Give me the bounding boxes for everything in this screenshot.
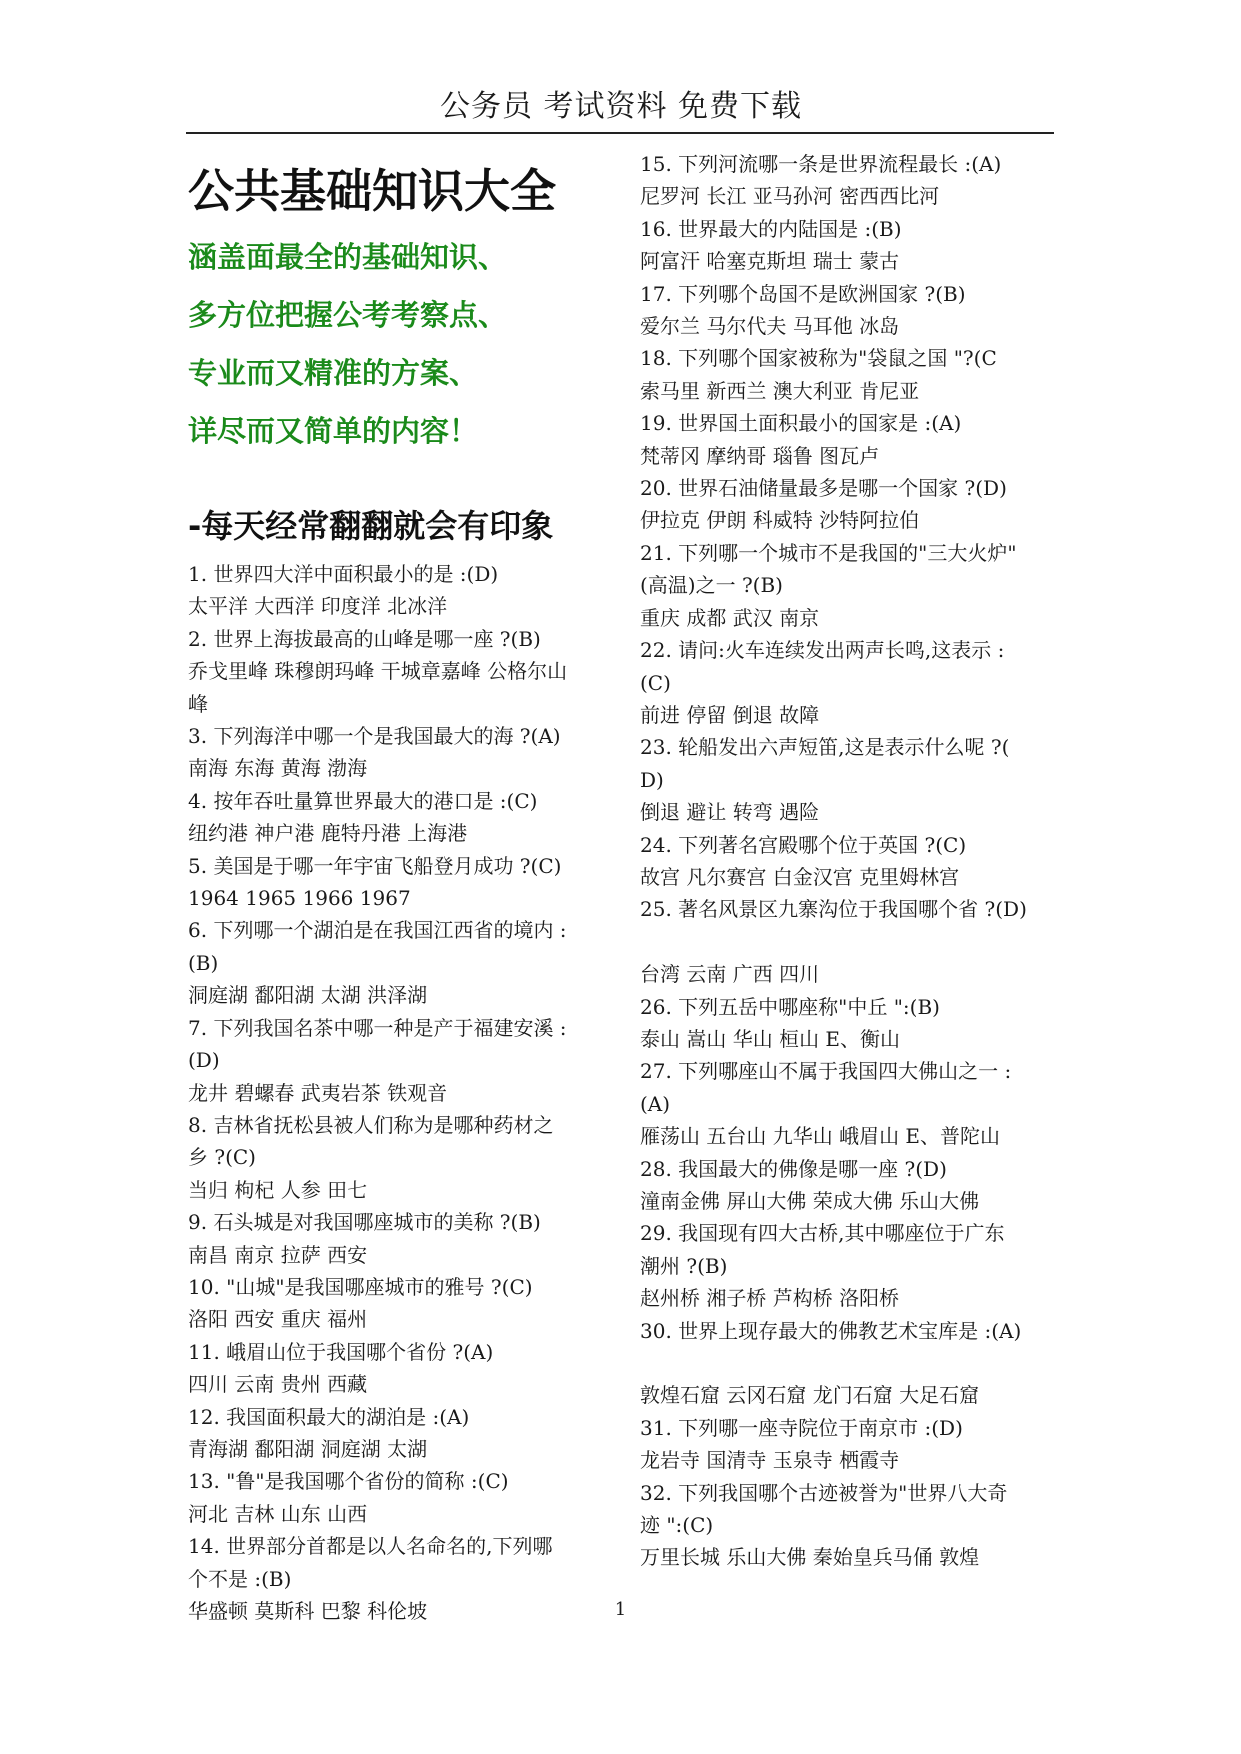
question-item [640,148,1070,213]
question-text: 23. 轮船发出六声短笛,这是表示什么呢 ?( [640,735,1010,760]
question-item [188,720,600,785]
page-number: 1 [614,1599,627,1620]
question-item [640,1217,1070,1314]
question-text: 12. 我国面积最大的湖泊是 :(A) [188,1404,470,1429]
question-text: 27. 下列哪座山不属于我国四大佛山之一 : [640,1059,1012,1084]
answer-options: 前进 停留 倒退 故障 [640,702,820,727]
question-item [188,1336,600,1401]
answer-options: 青海湖 鄱阳湖 洞庭湖 太湖 [188,1436,428,1461]
question-text: 21. 下列哪一个城市不是我国的"三大火炉" [640,540,1017,565]
question-text: D) [640,767,664,792]
question-item [640,213,1070,278]
right-column [640,148,1070,1574]
answer-options: 尼罗河 长江 亚马孙河 密西西比河 [640,184,940,209]
question-text: (B) [188,950,219,975]
question-text: 14. 世界部分首都是以人名命名的,下列哪 [188,1534,553,1559]
question-text: 31. 下列哪一座寺院位于南京市 :(D) [640,1415,963,1440]
answer-options: 南海 东海 黄海 渤海 [188,756,368,781]
left-column [188,140,600,1627]
answer-options: 重庆 成都 武汉 南京 [640,605,820,630]
question-text: 32. 下列我国哪个古迹被誉为"世界八大奇 [640,1480,1008,1505]
question-text: 2. 世界上海拔最高的山峰是哪一座 ?(B) [188,626,541,651]
question-item [640,278,1070,343]
question-text: 25. 著名风景区九寨沟位于我国哪个省 ?(D) [640,897,1027,922]
question-text: (高温)之一 ?(B) [640,573,783,598]
question-text: 9. 石头城是对我国哪座城市的美称 ?(B) [188,1210,541,1235]
question-item [640,893,1070,990]
question-text: 6. 下列哪一个湖泊是在我国江西省的境内 : [188,918,567,943]
answer-options: 万里长城 乐山大佛 秦始皇兵马俑 敦煌 [640,1545,980,1570]
question-text: 乡 ?(C) [188,1145,256,1170]
answer-options: 敦煌石窟 云冈石窟 龙门石窟 大足石窟 [640,1383,980,1408]
question-item [640,1315,1070,1412]
answer-options: 龙井 碧螺春 武夷岩茶 铁观音 [188,1080,448,1105]
slogan-block [188,228,600,460]
question-item [188,785,600,850]
answer-options: 四川 云南 贵州 西藏 [188,1372,368,1397]
question-item [188,850,600,915]
question-text: 潮州 ?(B) [640,1253,728,1278]
question-text: 1. 世界四大洋中面积最小的是 :(D) [188,562,499,586]
question-item [188,1401,600,1466]
question-list-right [640,148,1070,1574]
answer-options: 雁荡山 五台山 九华山 峨眉山 E、普陀山 [640,1124,1001,1149]
question-item [640,634,1070,731]
question-item [188,1012,600,1109]
question-item [188,914,600,1011]
answer-options: 阿富汗 哈塞克斯坦 瑞士 蒙古 [640,249,900,274]
question-text: 18. 下列哪个国家被称为"袋鼠之国 "?(C [640,346,997,371]
question-item [188,1109,600,1206]
answer-options: 梵蒂冈 摩纳哥 瑙鲁 图瓦卢 [640,443,880,468]
question-item [640,1055,1070,1152]
question-list-left [188,558,600,1627]
question-text: 5. 美国是于哪一年宇宙飞船登月成功 ?(C) [188,853,562,878]
question-text: 15. 下列河流哪一条是世界流程最长 :(A) [640,152,1002,176]
question-item [640,342,1070,407]
answer-options: 台湾 云南 广西 四川 [640,962,820,987]
blank-line [640,926,1070,958]
question-text: 8. 吉林省抚松县被人们称为是哪种药材之 [188,1112,554,1137]
answer-options: 伊拉克 伊朗 科威特 沙特阿拉伯 [640,508,920,533]
question-item [640,537,1070,634]
question-text: 4. 按年吞吐量算世界最大的港口是 :(C) [188,788,538,813]
question-item [640,991,1070,1056]
subtitle: -每天经常翻翻就会有印象 [188,507,554,545]
question-text: 13. "鲁"是我国哪个省份的简称 :(C) [188,1469,509,1494]
answer-options: 南昌 南京 拉萨 西安 [188,1242,368,1267]
answer-options: 赵州桥 湘子桥 芦构桥 洛阳桥 [640,1286,900,1311]
answer-options: 当归 枸杞 人参 田七 [188,1177,368,1202]
question-text: 个不是 :(B) [188,1566,292,1591]
question-item [188,1206,600,1271]
answer-options: 索马里 新西兰 澳大利亚 肯尼亚 [640,378,920,403]
question-item [188,623,600,720]
question-text: 30. 世界上现存最大的佛教艺术宝库是 :(A) [640,1318,1022,1343]
question-text: 7. 下列我国名茶中哪一种是产于福建安溪 : [188,1015,567,1040]
answer-options: 洞庭湖 鄱阳湖 太湖 洪泽湖 [188,983,428,1008]
question-text: 16. 世界最大的内陆国是 :(B) [640,216,902,241]
answer-options: 倒退 避让 转弯 遇险 [640,800,820,825]
question-item [640,1412,1070,1477]
blank-line [640,1347,1070,1379]
answer-options: 河北 吉林 山东 山西 [188,1501,368,1526]
answer-options: 太平洋 大西洋 印度洋 北冰洋 [188,594,448,619]
answer-options-continued: 峰 [188,691,208,716]
answer-options: 乔戈里峰 珠穆朗玛峰 干城章嘉峰 公格尔山 [188,659,568,684]
answer-options: 洛阳 西安 重庆 福州 [188,1307,368,1332]
question-text: 10. "山城"是我国哪座城市的雅号 ?(C) [188,1274,533,1299]
page-header-title: 公务员 考试资料 免费下载 [439,89,803,124]
slogan-line: 详尽而又简单的内容！ [188,414,479,448]
answer-options: 潼南金佛 屏山大佛 荣成大佛 乐山大佛 [640,1188,980,1213]
main-title: 公共基础知识大全 [188,164,556,218]
answer-options: 泰山 嵩山 华山 桓山 E、衡山 [640,1026,901,1051]
slogan-line: 专业而又精准的方案、 [188,356,479,390]
question-text: 17. 下列哪个岛国不是欧洲国家 ?(B) [640,281,966,306]
question-text: 迹 ":(C) [640,1513,714,1538]
question-item [188,1465,600,1530]
answer-options: 爱尔兰 马尔代夫 马耳他 冰岛 [640,314,900,339]
question-text: 11. 峨眉山位于我国哪个省份 ?(A) [188,1339,494,1364]
question-text: 29. 我国现有四大古桥,其中哪座位于广东 [640,1221,1005,1246]
question-text: 28. 我国最大的佛像是哪一座 ?(D) [640,1156,947,1181]
question-item [640,829,1070,894]
question-text: (C) [640,670,671,695]
question-item [640,407,1070,472]
question-text: 20. 世界石油储量最多是哪一个国家 ?(D) [640,476,1007,501]
header-divider [186,132,1054,134]
question-item [188,1271,600,1336]
answer-options: 华盛顿 莫斯科 巴黎 科伦坡 [188,1599,428,1623]
question-text: 3. 下列海洋中哪一个是我国最大的海 ?(A) [188,724,561,749]
question-item [640,731,1070,828]
answer-options: 龙岩寺 国清寺 玉泉寺 栖霞寺 [640,1448,900,1473]
question-item [640,1153,1070,1218]
question-item [188,558,600,623]
question-item [640,472,1070,537]
question-text: 22. 请问:火车连续发出两声长鸣,这表示 : [640,638,1005,663]
question-text: (A) [640,1091,671,1116]
slogan-line: 多方位把握公考考察点、 [188,298,508,332]
question-text: 26. 下列五岳中哪座称"中丘 ":(B) [640,994,940,1019]
answer-options: 故宫 凡尔赛宫 白金汉宫 克里姆林宫 [640,864,960,889]
slogan-line: 涵盖面最全的基础知识、 [188,240,508,274]
question-text: 24. 下列著名宫殿哪个位于英国 ?(C) [640,832,967,857]
answer-options: 1964 1965 1966 1967 [188,886,411,911]
question-item [640,1477,1070,1574]
question-text: 19. 世界国土面积最小的国家是 :(A) [640,411,962,436]
answer-options: 纽约港 神户港 鹿特丹港 上海港 [188,821,468,846]
question-text: (D) [188,1048,220,1073]
